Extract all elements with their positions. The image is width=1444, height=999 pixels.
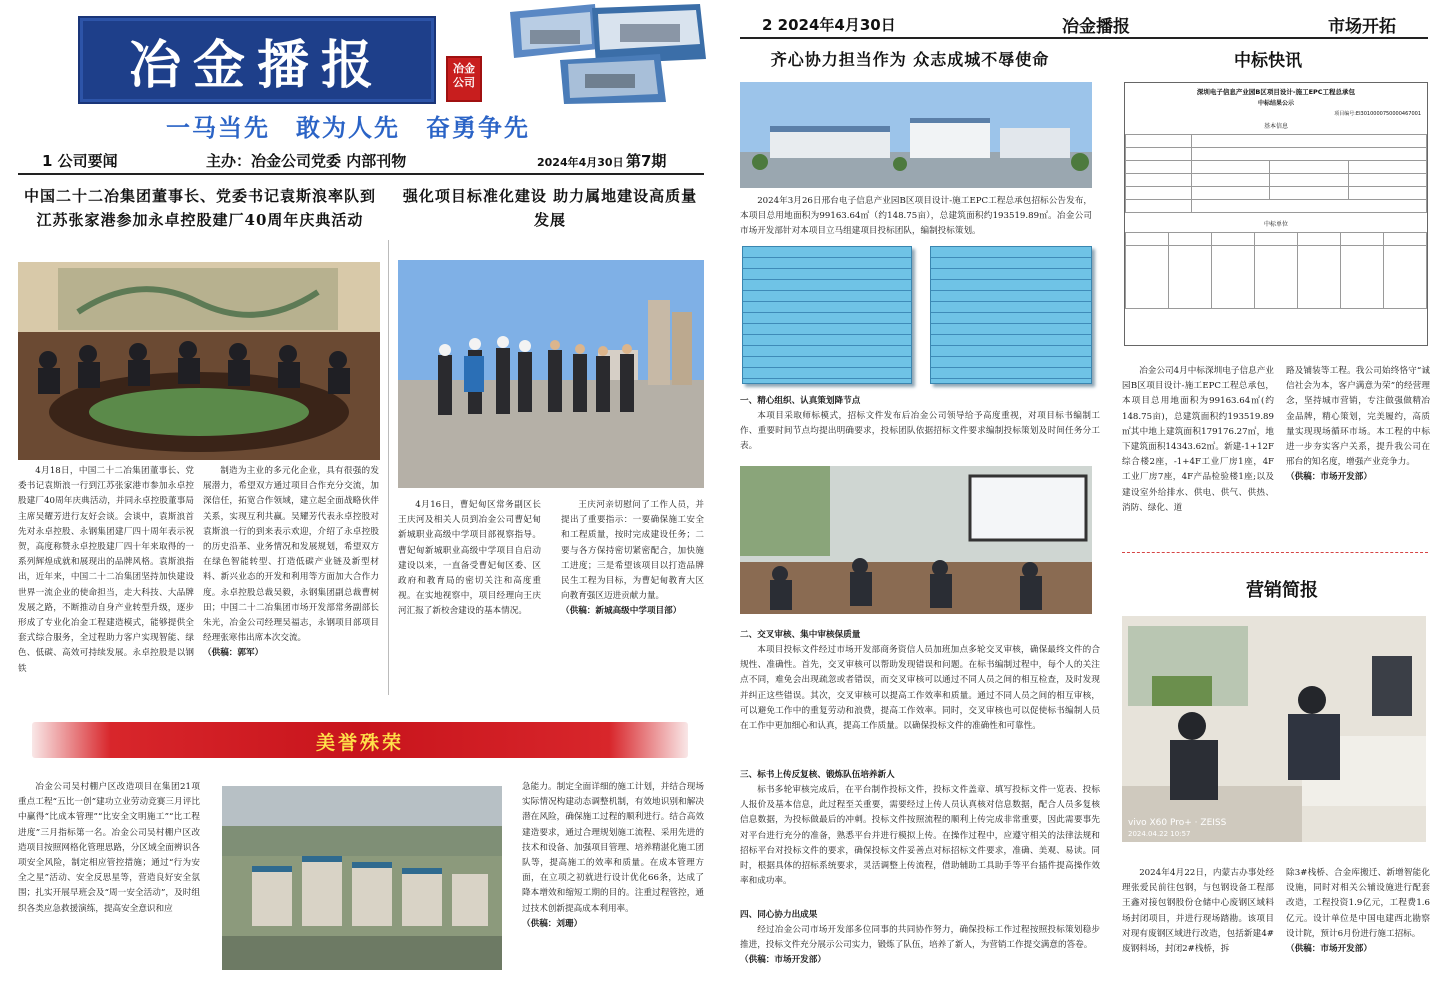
bid-basic-info-table bbox=[1125, 134, 1427, 213]
masthead-seal: 冶金公司 bbox=[446, 56, 482, 102]
article2-text-col1: 4月16日，曹妃甸区常务副区长王庆河及相关人员到冶金公司曹妃甸新城职业高级中学项目部视察指导。曹妃甸新城职业高级中学项目自启动建设以来，一直备受曹妃甸区委、区政府和教育局的密切关注和高度重视。在实地视察中，项目经理向王庆河汇报了新校舍建设的基本情况。 bbox=[398, 500, 541, 617]
bid-doc-title: 深圳电子信息产业园B区项目设计-施工EPC工程总承包 bbox=[1196, 88, 1356, 96]
bid-article-title: 齐心协力担当作为 众志成城不辱使命 bbox=[770, 50, 1050, 69]
photo-watermark: vivo X60 Pro+ · ZEISS bbox=[1128, 818, 1227, 828]
right-header-rule bbox=[740, 37, 1428, 39]
article1-title: 中国二十二冶集团董事长、党委书记袁斯浪率队到江苏张家港参加永卓控股建厂40周年庆典活动 bbox=[23, 187, 376, 229]
bid-news-text-col2: 路及铺装等工程。我公司始终恪守“诚信社会为本，客户满意为荣”的经营理念，坚持城市营销，专注做强做精冶金品牌，精心策划，完美履约，高质量实现现场循环市场。本工程的中标进一步夯实客户关系，提升我公司在邢台的知名度，增强产业竞争力。 bbox=[1286, 366, 1430, 468]
section-divider-dashed bbox=[1122, 552, 1428, 553]
honor-banner bbox=[32, 722, 688, 758]
issue-date: 2024年4月30日 bbox=[537, 156, 624, 169]
bid-doc-section1: 基本信息 bbox=[1263, 123, 1288, 130]
article1-text-col2: 制造为主业的多元化企业，具有很强的发展潜力，希望双方通过项目合作充分交流，加深信任，拓宽合作领域，建立起全面战略伙伴关系，实现互利共赢。吴耀芳代表永卓控股对袁斯浪一行的到来表示欢迎，介绍了永卓控股的历史沿革、业务情况和发展规划，希望双方在绿色智能转型、打造低碳产业链及新型材料、新兴业态的开发和利用等方面加大合作力度。永卓控股总裁吴毅，永钢集团副总裁曹树田；中国二十二冶集团市场开发部常务副部长朱光，冶金公司经理吴福志，永钢项目部项目经理张寒伟出席本次交流。 bbox=[203, 466, 379, 644]
article2-title: 强化项目标准化建设 助力属地建设高质量发展 bbox=[402, 187, 698, 229]
article1-text-col1: 4月18日，中国二十二冶集团董事长、党委书记袁斯浪一行到江苏张家港市参加永卓控股建厂40周年庆典活动，并同永卓控股董事局主席吴耀芳进行友好会谈。会谈中，袁斯浪首先对永卓控股、永钢集团建厂四十周年表示祝贺，高度称赞永卓控股建厂四十年来取得的一系列辉煌成就和展现出的品牌风格。袁斯浪指出，近年来，中国二十二冶集团坚持加快建设世界一流企业的使命担当，走大科技、大品牌发展之路，不断推动自身产业转型升级，逐步形成了专业化冶金工程建造模式，能够提供全套式综合服务，全过程助力客户实现智能、绿色、低碳、高效可持续发展。永卓控股是以钢铁 bbox=[18, 466, 194, 674]
bid-news-title: 中标快讯 bbox=[1234, 51, 1302, 71]
issue-number: 第7期 bbox=[626, 152, 667, 170]
left-page bbox=[0, 0, 712, 999]
photo-timestamp: 2024.04.22 10:57 bbox=[1128, 830, 1191, 838]
marketing-office-photo bbox=[1122, 616, 1426, 842]
bid-project-rendering bbox=[740, 82, 1092, 188]
sponsor-label: 主办：冶金公司党委 内部刊物 bbox=[206, 152, 407, 170]
honor-aerial-photo bbox=[222, 786, 502, 970]
honor-source: （供稿：刘珊） bbox=[522, 918, 583, 929]
article2-text-col2: 王庆河亲切慰问了工作人员，并提出了重要指示：一要确保施工安全和工程质量，按时完成建设任务；二要与各方保持密切紧密配合，加快施工进度；三是希望该项目以打造品牌民生工程为目标，为曹妃甸教育大区向教育强区迈进贡献力量。 bbox=[561, 500, 704, 602]
page-number-label: 1 公司要闻 bbox=[42, 152, 118, 170]
marketing-brief-title: 营销简报 bbox=[1246, 580, 1318, 601]
honor-text-col1: 冶金公司吴村棚户区改造项目在集团21项重点工程“五比一创”建功立业劳动竞赛三月评比中赢得“比成本管理”“比安全文明施工”“比工程进度”三月指标第一名。冶金公司吴村棚户区改造项目按照网格化管理思路，分区域全面辨识各项安全风险，制定相应管控措施；通过“行为安全之星”活动、安全反思星等，营造良好安全氛围；扎实开展早班会及“周一安全活动”，及时组织各类应急救援演练，提高安全意识和应 bbox=[18, 782, 200, 914]
section1-text: 本项目采取师标模式，招标文件发布后冶金公司领导给予高度重视，对项目标书编制工作、重要时间节点均提出明确要求，投标团队依据招标文件要求编制投标策划及时间任务分工表。 bbox=[740, 411, 1100, 452]
section2-text: 本项目投标文件经过市场开发部商务资信人员加班加点多轮交叉审核，确保最终文件的合规性、准确性。首先，交叉审核可以帮助发现错误和问题。在标书编制过程中，每个人的关注点不同，难免会出现疏忽或者错误，而交叉审核可以通过不同人员之间的相互检查，及时发现并纠正这些错误。其次，交叉审核可以提高工作效率和质量。通过不同人员之间的相互审核，可以避免工作中的重复劳动和浪费，提高工作效率。同时，交叉审核也可以促使标书编制人员在工作中更加细心和认真，提高工作质量。以确保投标文件的准确性和可靠性。 bbox=[740, 645, 1100, 732]
plan-table-left bbox=[742, 246, 912, 384]
section2-heading: 二、交叉审核、集中审核保质量 bbox=[740, 630, 861, 640]
section4-text: 经过冶金公司市场开发部多位同事的共同协作努力，确保投标工作过程按照投标策划稳步推进，投标文件充分展示公司实力，锻炼了队伍，培养了新人，为营销工作提交满意的答卷。 bbox=[740, 925, 1100, 951]
article1-meeting-photo bbox=[18, 262, 380, 460]
bid-news-col2-wrap bbox=[1286, 364, 1430, 534]
article1-source: （供稿：郭军） bbox=[203, 648, 264, 659]
right-paper-name: 冶金播报 bbox=[1062, 17, 1130, 37]
bid-meeting-photo bbox=[740, 466, 1092, 614]
plan-table-right bbox=[930, 246, 1092, 384]
article2-col2-wrap bbox=[561, 498, 704, 694]
bid-doc-section2: 中标单位 bbox=[1263, 221, 1288, 228]
bid-news-text-col1: 冶金公司4月中标深圳电子信息产业园B区项目设计-施工EPC工程总承包，本项目总用地面积为99163.64㎡(约148.75亩)，总建筑面积约193519.89㎡其中地上建筑面积179176.27㎡，地下建筑面积14343.62㎡。新建-1+12F综合楼2座，-1+4F工业厂房1座，4F工业厂房7座，4F产品检验楼1座;以及建设室外给排水、供电、供气、供热、消防、绿化、道 bbox=[1122, 366, 1274, 513]
column-divider bbox=[388, 240, 389, 695]
section4-heading: 四、同心协力出成果 bbox=[740, 910, 818, 920]
masthead-title: 冶金播报 bbox=[78, 16, 436, 104]
article1-col2-wrap bbox=[203, 464, 379, 686]
right-page-number-date: 2 2024年4月30日 bbox=[762, 16, 896, 34]
right-section-name: 市场开拓 bbox=[1328, 17, 1396, 37]
masthead-photo-collage bbox=[500, 4, 710, 104]
masthead-rule bbox=[18, 173, 704, 175]
bid-doc-subtitle: 中标结果公示 bbox=[1257, 100, 1294, 107]
section3-heading: 三、标书上传反复核、锻炼队伍培养新人 bbox=[740, 770, 895, 780]
section3-text: 标书多轮审核完成后，在平台制作投标文件，投标文件盖章、填写投标文件一览表、投标人报价及基本信息，此过程至关重要，需要经过上传人员认真核对信息数据，配合人员多复核信息数据，为投标做最后的冲刺。投标文件按照流程的顺利上传完成非常重要，因此需要事先对平台进行充分的准备，熟悉平台并进行模拟上传。在操作过程中，应遵守相关的法律法规和招标平台对投标文件的要求，确保投标文件妥善点对标招标文件要求，准确、美观、易读。同时，根据具体的招标系统要求，灵活调整上传流程，借助辅助工具助手等平台插件提高操作效率和成功率。 bbox=[740, 785, 1100, 887]
honor-col2-wrap bbox=[522, 780, 704, 976]
article2-site-photo bbox=[398, 260, 704, 488]
section4-wrap bbox=[740, 923, 1100, 971]
bid-doc-code: 项目编号:EI3010000750000467001 bbox=[1334, 111, 1421, 117]
marketing-text-col1: 2024年4月22日，内蒙古办事处经理张爱民前往包钢，与包钢设备工程部王鑫对接包钢股份仓储中心废钢区域料场封闭项目，并进行现场踏勘。该项目对现有废钢区域进行改造，包括新建4#废钢料场，封闭2#栈桥，拆 bbox=[1122, 868, 1274, 955]
marketing-text-col2: 除3#栈桥、合金库搬迁、新增智能化设施，同时对相关公辅设施进行配套改造，工程投资1.9亿元，工程费1.6亿元。设计单位是中国电建西北勘察设计院，预计6月份进行施工招标。 bbox=[1286, 868, 1430, 939]
bid-article-intro: 2024年3月26日邢台电子信息产业园B区项目设计-施工EPC工程总承包招标公告发布，本项目总用地面积为99163.64㎡（约148.75亩），总建筑面积约193519.89㎡。冶金公司市场开发部针对本项目立马组建项目投标团队，编制投标策划。 bbox=[740, 196, 1092, 237]
marketing-col2-wrap bbox=[1286, 866, 1430, 976]
honor-text-col2: 急能力。制定全面详细的施工计划，并结合现场实际情况构建动态调整机制，有效地识别和解决潜在风险，确保施工过程的顺利进行。结合高效建造要求，通过合理规划施工流程、采用先进的技术和设备、加强项目管理、培养精湛化施工团队等，提高施工的效率和质量。在成本管理方面，在立项之初就进行设计优化66条，达成了降本增效和缩短工期的目的。注重过程管控，通过技术创新提高成本利用率。 bbox=[522, 782, 704, 914]
bid-result-document bbox=[1124, 82, 1428, 346]
bid-news-source: （供稿：市场开发部） bbox=[1286, 472, 1372, 483]
honor-banner-title: 美誉殊荣 bbox=[315, 732, 404, 754]
marketing-source: （供稿：市场开发部） bbox=[1286, 944, 1372, 955]
bid-article-source: （供稿：市场开发部） bbox=[740, 955, 826, 966]
article2-source: （供稿：新城高级中学项目部） bbox=[561, 606, 682, 617]
bid-winner-table bbox=[1125, 232, 1427, 309]
masthead-slogan: 一马当先 敢为人先 奋勇争先 bbox=[166, 114, 530, 142]
section1-heading: 一、精心组织、认真策划降节点 bbox=[740, 396, 861, 406]
